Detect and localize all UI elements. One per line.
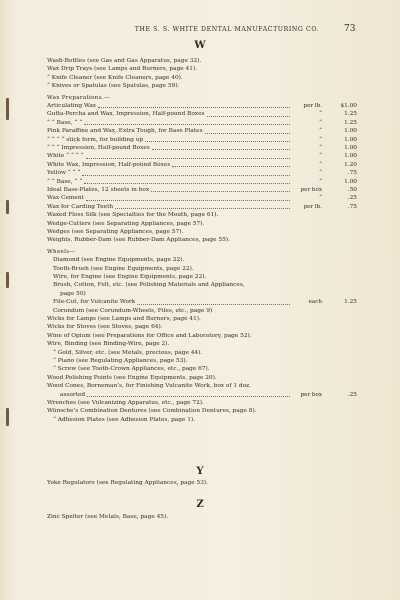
price-row [47, 152, 292, 160]
price-unit: “ [319, 111, 322, 118]
price-unit: “ [319, 128, 322, 135]
price-unit: per box [300, 187, 322, 193]
price-value: 1.00 [344, 145, 357, 151]
price-unit: “ [319, 136, 322, 143]
index-entry: Wood Cones, Borneman’s, for Finishing Vulcanite Work, box of 1 doz. [47, 383, 252, 390]
index-entry: Wire, Binding (see Binding-Wire, page 2). [47, 341, 170, 348]
running-header: THE S. S. WHITE DENTAL MANUFACTURING CO. [134, 26, 320, 33]
index-entry: Wine of Opium (see Preparations for Office and Laboratory, page 52). [47, 332, 252, 339]
price-unit: per lb. [303, 203, 322, 210]
price-row [53, 298, 292, 306]
entry-text: “ “ “ Impression, Half-pound Boxes [47, 145, 150, 151]
page-number: 73 [344, 24, 356, 34]
price-value: .25 [347, 195, 357, 202]
price-unit: “ [319, 161, 322, 168]
price-row [47, 203, 292, 211]
dot-leader [145, 140, 290, 142]
dot-leader [172, 165, 290, 167]
price-row [60, 391, 292, 399]
price-value: .50 [347, 187, 357, 193]
price-value: 1.25 [344, 119, 357, 126]
dot-leader [98, 106, 290, 108]
dot-leader [205, 132, 290, 134]
binding-mark [6, 272, 9, 288]
entry-text: File-Cut, for Vulcanite Work [53, 299, 136, 306]
price-value: 1.00 [344, 136, 357, 143]
binding-mark [6, 408, 9, 426]
index-entry: Wedges (see Separating Appliances, page 57). [47, 229, 184, 235]
price-unit: per lb. [303, 103, 322, 109]
dot-leader [115, 207, 290, 209]
price-value: 1.00 [344, 178, 357, 185]
binding-mark [6, 200, 9, 214]
index-entry: Wicks for Lamps (see Lamps and Burners, page 41). [47, 316, 201, 322]
dot-leader [86, 199, 290, 201]
dot-leader [84, 123, 290, 125]
price-value: $1.00 [340, 103, 357, 109]
index-entry: Wax Drip Trays (see Lamps and Burners, page 41). [47, 66, 198, 73]
price-row [47, 136, 292, 144]
entry-text: Gutta-Percha and Wax, Impression, Half-pound Boxes [47, 111, 205, 118]
index-entry: Wicks for Stoves (see Stoves, page 64). [47, 324, 163, 331]
price-value: .75 [347, 170, 357, 177]
dot-leader [137, 303, 290, 305]
price-unit: “ [319, 170, 322, 177]
price-row [47, 102, 292, 110]
entry-text: “ “ “ “ stick form, for building up [47, 136, 144, 143]
price-value: 1.00 [344, 153, 357, 160]
price-row [47, 186, 292, 194]
price-value: 1.25 [344, 299, 357, 306]
entry-text: assorted [60, 391, 86, 398]
price-value: .75 [347, 203, 357, 210]
entry-text: “ “ Base, “ “ [47, 119, 83, 126]
wheels-heading: Wheels— [47, 248, 76, 255]
index-entry: Wrenches (see Vulcanizing Apparatus, etc., page 72). [47, 400, 204, 406]
price-unit: per box [300, 391, 322, 398]
price-row [47, 178, 292, 186]
index-entry: “ Piano (see Regulating Appliances, page 53). [53, 358, 188, 364]
binding-mark [6, 98, 9, 120]
entry-zinc-spelter: Zinc Spelter (see Metals, Base, page 45). [47, 514, 169, 520]
entry-text: White “ “ “ “ [47, 153, 84, 160]
index-entry: Wire, for Engine (see Engine Equipments, page 22). [53, 274, 207, 280]
index-entry: Diamond (see Engine Equipments, page 22). [53, 257, 185, 264]
price-row [47, 161, 292, 169]
price-value: 1.20 [344, 161, 357, 168]
price-unit: “ [319, 195, 322, 202]
price-value: .25 [347, 391, 357, 398]
entry-text: Yellow “ “ “ [47, 170, 81, 177]
section-letter-z: Z [196, 499, 204, 510]
index-entry: “ Knife Cleaner (see Knife Cleaners, page 40). [47, 74, 183, 81]
index-entry: “ Gold, Silver, etc. (see Metals, precious, page 44). [53, 349, 203, 356]
price-row [47, 110, 292, 118]
entry-text: White Wax, Impression, Half-pound Boxes [47, 161, 171, 168]
index-entry: Tooth-Brush (see Engine Equipments, page 22). [53, 265, 194, 272]
index-entry: Wood Polishing Points (see Engine Equipments, page 20). [47, 374, 217, 381]
dot-leader [86, 157, 290, 159]
price-value: 1.00 [344, 128, 357, 135]
dot-leader [84, 182, 290, 184]
price-unit: “ [319, 178, 322, 185]
entry-text: Articulating Wax [47, 103, 97, 109]
price-value: 1.25 [344, 111, 357, 118]
dot-leader [87, 395, 290, 397]
index-entry: “ Knives or Spatulas (see Spatulas, page 59). [47, 83, 180, 90]
section-letter-y: Y [196, 466, 204, 477]
index-entry: “ Screw (see Tooth-Crown Appliances, etc., page 67). [53, 366, 210, 373]
entry-text: Ideal Base-Plates, 12 sheets in box [47, 187, 150, 193]
price-row [47, 194, 292, 202]
entry-text: Wax Cement [47, 195, 84, 202]
section-letter-w: W [194, 40, 206, 51]
entry-text: “ “ Base, “ “ [47, 178, 83, 185]
index-entry: Corundum (see Corundum-Wheels, Files, etc., page 9) [53, 307, 213, 314]
entry-text: Wax for Carding Teeth [47, 203, 114, 210]
index-entry: page 50) [60, 290, 86, 297]
price-unit: each [308, 299, 322, 306]
price-row [47, 144, 292, 152]
price-row [47, 127, 292, 135]
index-entry: Brush, Cotton, Felt, etc. (see Polishing Materials and Appliances, [53, 282, 245, 289]
wax-preparations-heading: Wax Preparations.— [47, 94, 110, 101]
index-entry: Wedge-Cutters (see Separating Appliances, page 57). [47, 220, 205, 227]
index-entry: Weights, Rubber-Dam (see Rubber-Dam Appliances, page 55). [47, 237, 230, 244]
index-entry: Waxed Floss Silk (see Specialties for the Mouth, page 61). [47, 212, 219, 219]
dot-leader [151, 190, 290, 192]
price-row [47, 169, 292, 177]
price-row [47, 119, 292, 127]
dot-leader [82, 174, 290, 176]
price-unit: “ [319, 145, 322, 151]
index-entry: Wünsche’s Combination Dentures (see Combination Dentures, page 8). [47, 408, 257, 415]
entry-text: Pink Paraffine and Wax, Extra Tough, for Base Plates [47, 128, 203, 135]
dot-leader [152, 148, 290, 150]
entry-yoke-regulators: Yoke Regulators (see Regulating Appliances, page 53). [47, 480, 208, 486]
index-entry: “ Adhesion Plates (see Adhesion Plates, page 1). [53, 416, 196, 423]
price-unit: “ [319, 153, 322, 160]
dot-leader [207, 115, 291, 117]
index-entry: Wash-Bottles (see Gas and Gas Apparatus, page 32). [47, 58, 202, 64]
price-unit: “ [319, 119, 322, 126]
